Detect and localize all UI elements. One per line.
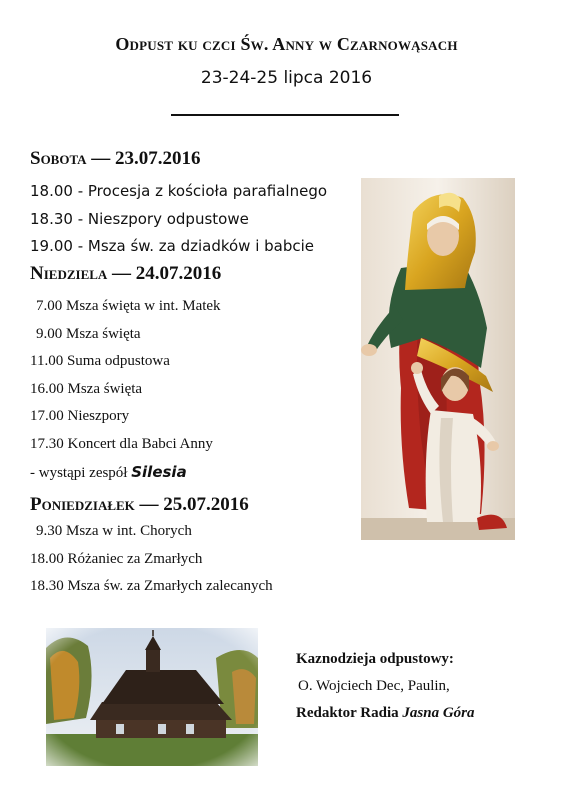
schedule-item xyxy=(30,353,170,370)
schedule-desc: - Msza św. za dziadków i babcie xyxy=(72,237,315,255)
schedule-desc: Msza święta xyxy=(63,381,143,397)
preacher-role xyxy=(296,705,475,722)
schedule-time: 7.00 xyxy=(36,298,63,314)
event-dates: 23-24-25 lipca 2016 xyxy=(200,68,373,88)
schedule-desc: Nieszpory xyxy=(63,408,130,424)
day-heading-monday: Poniedziałek — 25.07.2016 xyxy=(30,494,249,515)
schedule-item xyxy=(30,237,314,256)
preacher-name: O. Wojciech Dec, Paulin, xyxy=(298,678,450,694)
preacher-role-prefix: Redaktor Radia xyxy=(296,705,403,721)
day-heading-saturday: Sobota — 23.07.2016 xyxy=(30,148,201,169)
schedule-time: 17.00 xyxy=(30,408,64,424)
schedule-time: 18.30 xyxy=(30,578,64,594)
schedule-item xyxy=(30,210,249,229)
schedule-item xyxy=(30,408,129,425)
schedule-desc: - Nieszpory odpustowe xyxy=(72,210,249,228)
schedule-desc: Msza święta xyxy=(62,326,141,342)
schedule-time: 9.30 xyxy=(36,523,63,539)
st-anne-statue-image xyxy=(361,178,515,540)
schedule-desc: - Procesja z kościoła parafialnego xyxy=(72,182,328,200)
day-heading-sunday: Niedziela — 24.07.2016 xyxy=(30,263,222,284)
band-name: Silesia xyxy=(131,463,187,481)
title-divider xyxy=(171,114,399,116)
schedule-time: 18.00 xyxy=(30,182,73,200)
schedule-note-prefix: - wystąpi zespół xyxy=(30,465,132,481)
preacher-label: Kaznodzieja odpustowy: xyxy=(296,651,454,667)
schedule-item xyxy=(30,182,327,201)
schedule-desc: Msza w int. Chorych xyxy=(62,523,192,539)
schedule-item xyxy=(30,436,213,453)
schedule-time: 18.30 xyxy=(30,210,73,228)
schedule-desc: Msza św. za Zmarłych zalecanych xyxy=(63,578,273,594)
schedule-desc: Suma odpustowa xyxy=(63,353,170,369)
schedule-item xyxy=(36,298,221,315)
schedule-item xyxy=(30,551,202,568)
schedule-time: 9.00 xyxy=(36,326,63,342)
schedule-time: 17.30 xyxy=(30,436,64,452)
schedule-time: 18.00 xyxy=(30,551,64,567)
schedule-time: 16.00 xyxy=(30,381,64,397)
schedule-note xyxy=(30,463,187,482)
schedule-time: 11.00 xyxy=(30,353,64,369)
schedule-item xyxy=(30,381,142,398)
schedule-desc: Różaniec za Zmarłych xyxy=(63,551,203,567)
page-title: Odpust ku czci Św. Anny w Czarnowąsach xyxy=(115,34,458,54)
schedule-item xyxy=(36,523,192,540)
schedule-desc: Msza święta w int. Matek xyxy=(62,298,221,314)
church-photo-image xyxy=(46,628,258,766)
schedule-time: 19.00 xyxy=(30,237,73,255)
schedule-item xyxy=(30,578,273,595)
schedule-desc: Koncert dla Babci Anny xyxy=(63,436,213,452)
schedule-item xyxy=(36,326,141,343)
radio-station-name: Jasna Góra xyxy=(402,705,475,721)
